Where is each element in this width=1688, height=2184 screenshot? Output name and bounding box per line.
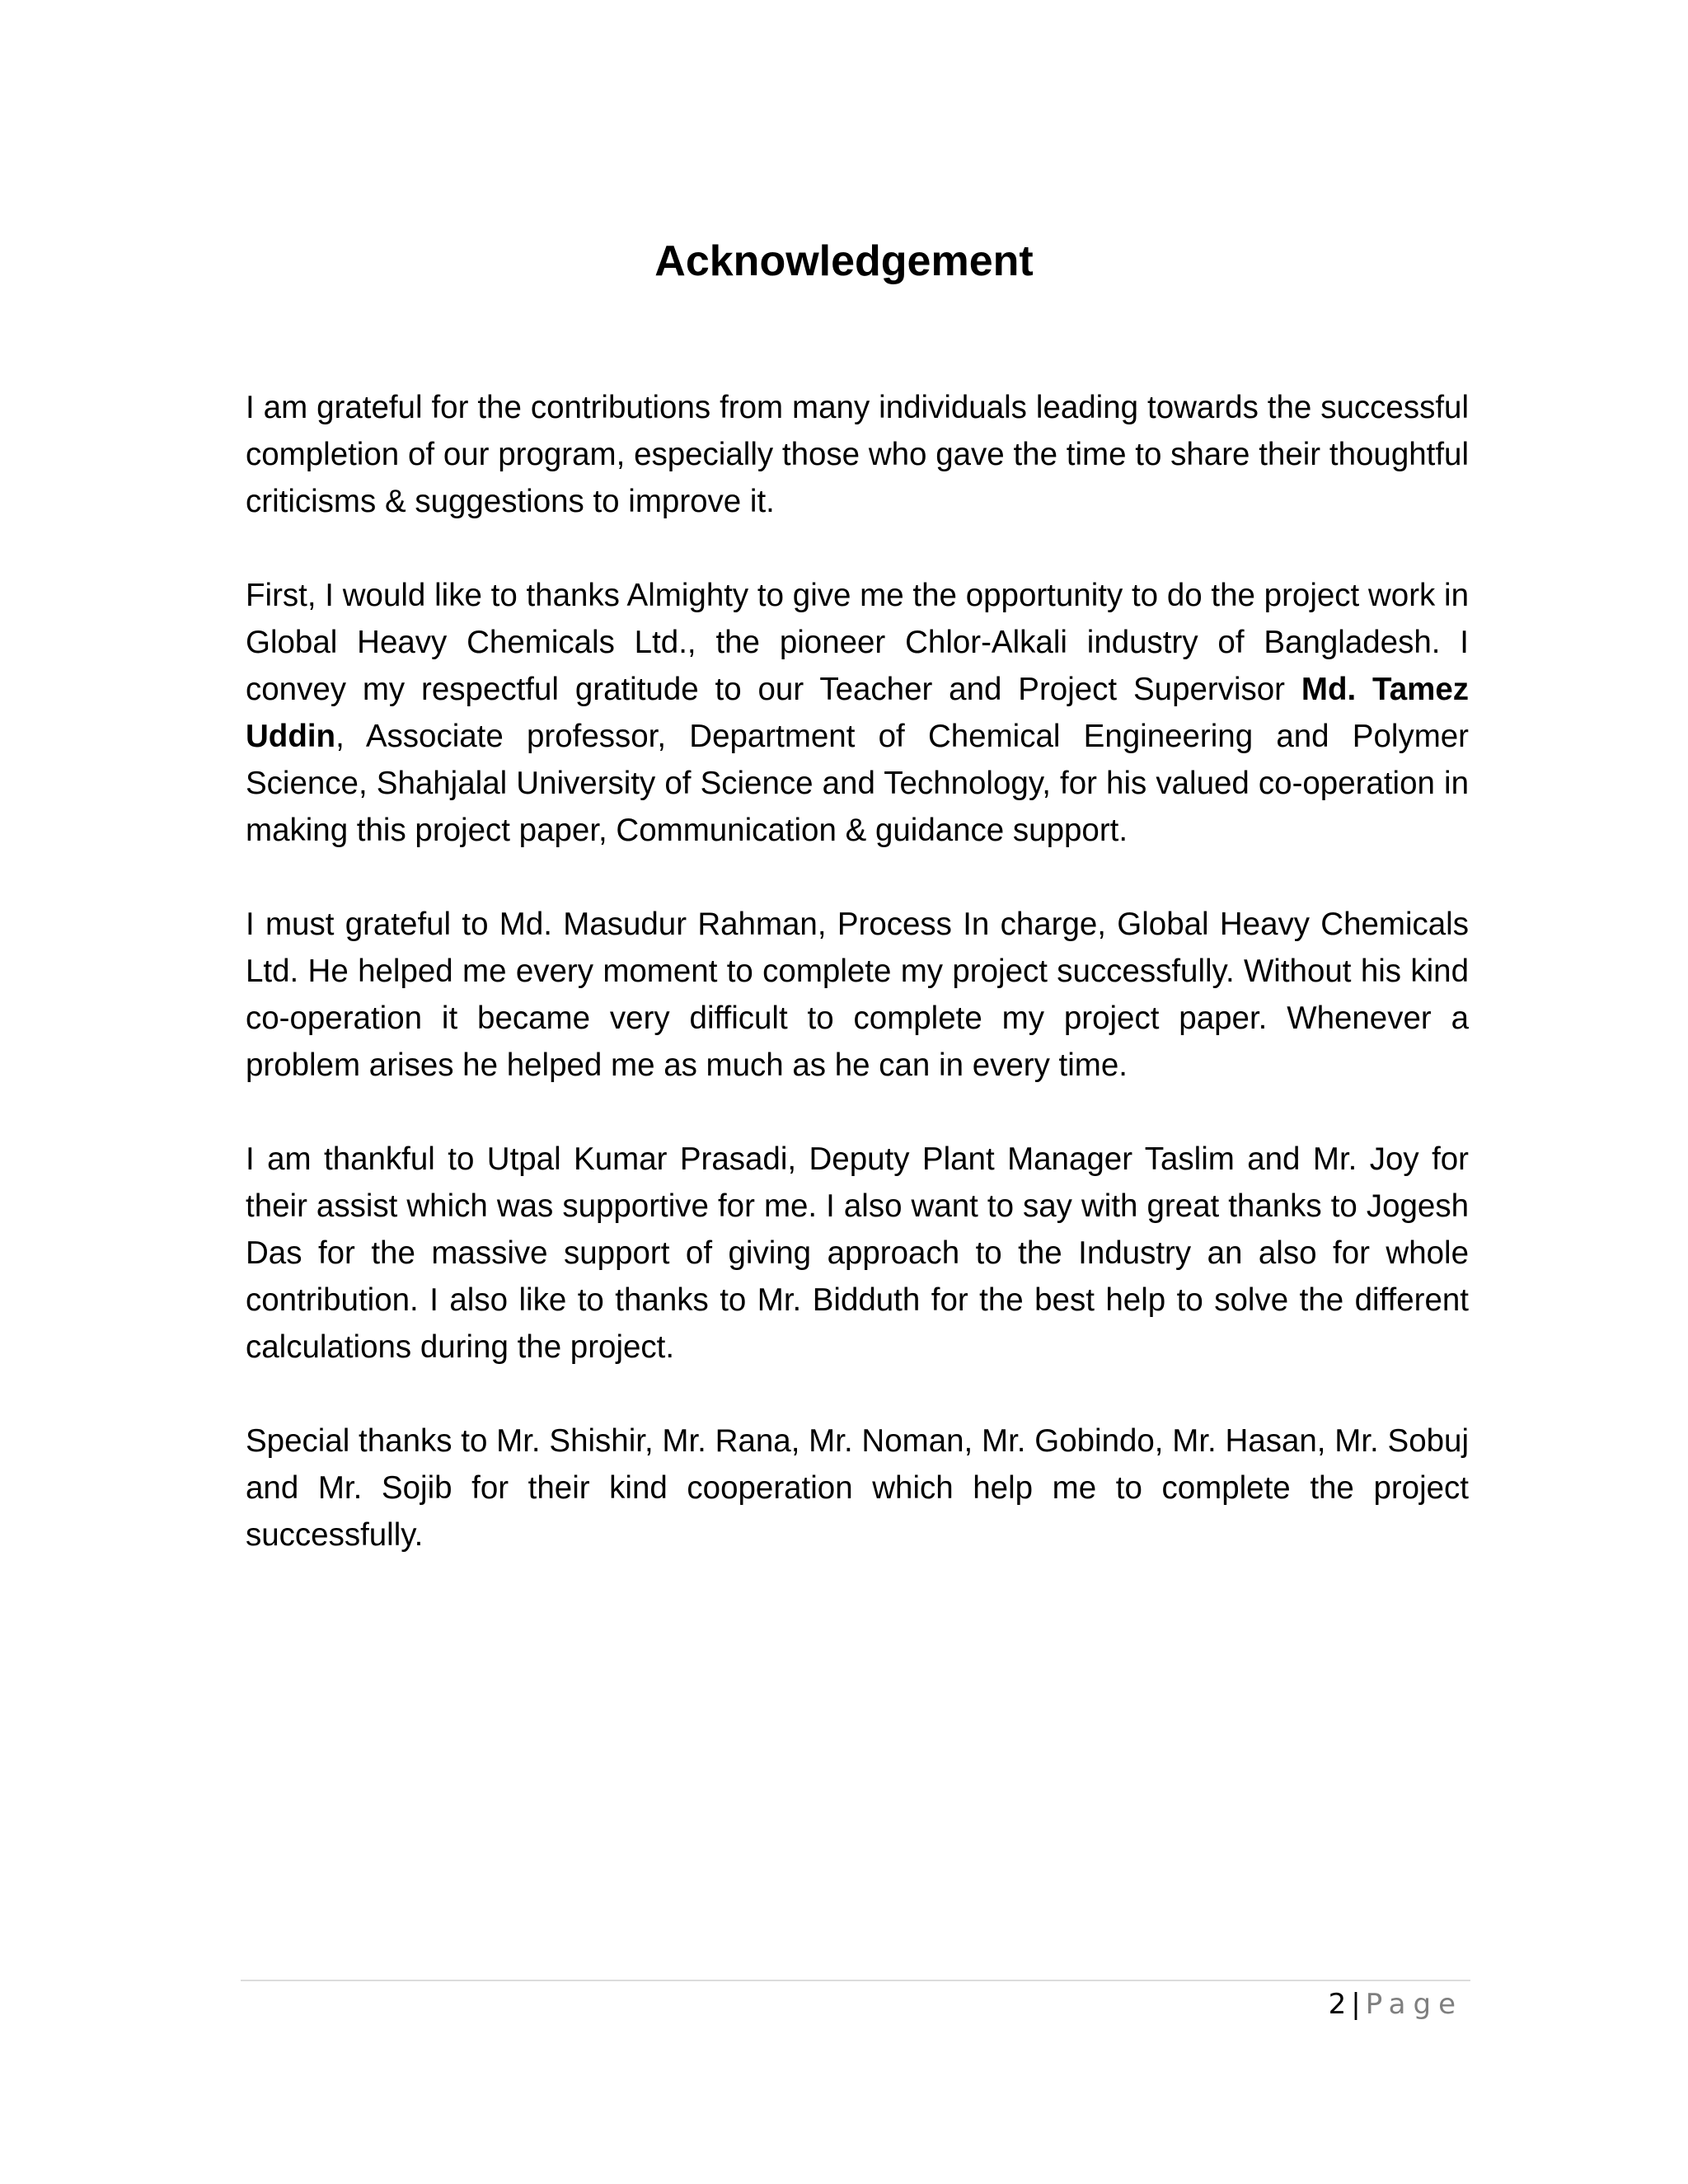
supervisor-name: Md. Tamez Uddin [246,672,1469,754]
paragraph-supervisor-text-start: First, I would like to thanks Almighty to give me the opportunity to do the project work in Global Heavy Chemicals Ltd., the pioneer Chlor-Alkali industry of Bangladesh. I convey my respectful gratitude to our Teacher and Project Supervisor [246,578,1469,707]
page-number-separator: | [1351,1988,1361,2021]
page-number-footer [1329,1981,1463,2027]
document-body [246,384,1469,1605]
paragraph-thankful: I am thankful to Utpal Kumar Prasadi, Deputy Plant Manager Taslim and Mr. Joy for their assist which was supportive for me. I also want to say with great thanks to Jogesh Das for the massive support of giving approach to the Industry an also for whole contribution. I also like to thanks to Mr. Bidduth for the best help to solve the different calculations during the project. [246,1141,1469,1365]
paragraph-process-in-charge: I must grateful to Md. Masudur Rahman, Process In charge, Global Heavy Chemicals Ltd. He helped me every moment to complete my project successfully. Without his kind co-operation it became very difficult to complete my project paper. Whenever a problem arises he helped me as much as he can in every time. [246,907,1469,1083]
footer-divider [241,1980,1470,1981]
page-label: Page [1365,1988,1463,2021]
page-title: Acknowledgement [654,237,1034,285]
paragraph-supervisor [246,572,1469,854]
paragraph-supervisor-text-end: , Associate professor, Department of Chemical Engineering and Polymer Science, Shahjalal University of Science and Technology, for his valued co-operation in making this project paper, Communication & guidance support. [246,719,1469,848]
page-number: 2 [1328,1988,1347,2021]
paragraph-intro: I am grateful for the contributions from many individuals leading towards the successful completion of our program, especially those who gave the time to share their thoughtful criticisms & suggestions to improve it. [246,390,1469,519]
paragraph-special-thanks: Special thanks to Mr. Shishir, Mr. Rana, Mr. Noman, Mr. Gobindo, Mr. Hasan, Mr. Sobuj and Mr. Sojib for their kind cooperation which help me to complete the project successfully. [246,1423,1469,1553]
